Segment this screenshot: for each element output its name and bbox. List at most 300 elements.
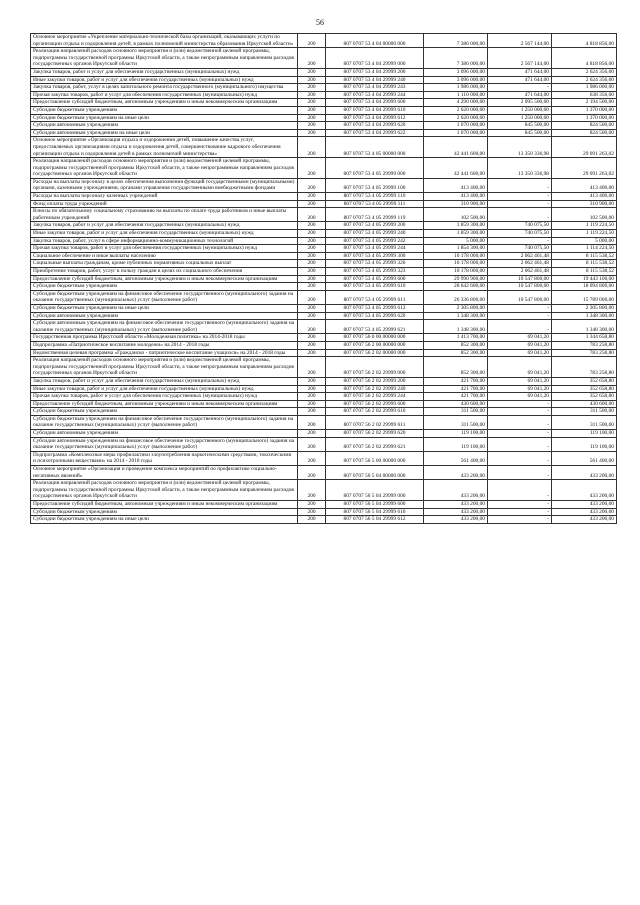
expense-name-cell: Основное мероприятие «Организация и проведение комплекса мероприятий по профилактике социально-негативных явлений» xyxy=(31,466,298,480)
budget-code-cell: 807 0707 53 4 05 29999 119 xyxy=(326,208,424,222)
budget-code-cell: 807 0707 56 2 02 29999 610 xyxy=(326,408,424,416)
amount-planned-cell: 413 400,00 xyxy=(424,178,488,192)
type-code-cell: 200 xyxy=(298,129,326,137)
amount-remaining-cell: 352 658,80 xyxy=(552,385,617,393)
table-row xyxy=(31,48,617,69)
table-row xyxy=(31,137,617,158)
table-row xyxy=(31,290,617,304)
type-code-cell: 200 xyxy=(298,99,326,107)
amount-planned-cell: 433 200,00 xyxy=(424,501,488,509)
table-row xyxy=(31,114,617,122)
amount-executed-cell: 69 041,20 xyxy=(488,393,552,401)
amount-remaining-cell: 413 400,00 xyxy=(552,193,617,201)
amount-remaining-cell: 1 348 300,00 xyxy=(552,320,617,334)
amount-remaining-cell: 29 091 263,02 xyxy=(552,158,617,179)
amount-planned-cell: 29 990 900,00 xyxy=(424,275,488,283)
amount-remaining-cell: 433 200,00 xyxy=(552,516,617,524)
amount-remaining-cell: 15 789 000,00 xyxy=(552,290,617,304)
amount-planned-cell: 2 620 000,00 xyxy=(424,106,488,114)
amount-remaining-cell: 8 115 538,52 xyxy=(552,268,617,276)
budget-code-cell: 807 0707 53 4 04 00000 000 xyxy=(326,34,424,48)
amount-executed-cell: - xyxy=(488,451,552,465)
budget-code-cell: 807 0707 56 0 00 00000 000 xyxy=(326,334,424,342)
budget-code-cell: 807 0707 53 4 04 29999 200 xyxy=(326,68,424,76)
amount-remaining-cell: 1 114 224,50 xyxy=(552,245,617,253)
expense-name-cell: Субсидии автономным учреждениям на финансовое обеспечение государственного (муниципального) задания на оказание государственных (муниципальных) услуг (выполнение работ) xyxy=(31,320,298,334)
expense-name-cell: Ведомственная целевая программа «Гражданско - патриотическое воспитание учащихся» на 2014 - 2018 годы xyxy=(31,349,298,357)
amount-executed-cell: - xyxy=(488,430,552,438)
type-code-cell: 200 xyxy=(298,408,326,416)
amount-executed-cell: 845 500,00 xyxy=(488,122,552,130)
type-code-cell: 200 xyxy=(298,312,326,320)
type-code-cell: 200 xyxy=(298,137,326,158)
amount-executed-cell: 471 644,00 xyxy=(488,91,552,99)
amount-remaining-cell: 783 258,80 xyxy=(552,349,617,357)
budget-code-cell: 807 0707 53 4 04 29999 620 xyxy=(326,122,424,130)
amount-planned-cell: 119 100,00 xyxy=(424,430,488,438)
amount-remaining-cell: 2 624 356,00 xyxy=(552,68,617,76)
amount-executed-cell: - xyxy=(488,437,552,451)
amount-executed-cell: - xyxy=(488,415,552,429)
amount-remaining-cell: 1 986 000,00 xyxy=(552,84,617,92)
amount-planned-cell: 3 096 000,00 xyxy=(424,76,488,84)
expense-name-cell: Субсидии автономным учреждениям xyxy=(31,122,298,130)
amount-executed-cell: 2 062 461,48 xyxy=(488,260,552,268)
amount-remaining-cell: 29 091 263,02 xyxy=(552,137,617,158)
amount-executed-cell: - xyxy=(488,466,552,480)
table-row xyxy=(31,237,617,245)
table-row xyxy=(31,193,617,201)
type-code-cell: 200 xyxy=(298,385,326,393)
amount-remaining-cell: 433 200,00 xyxy=(552,508,617,516)
type-code-cell: 200 xyxy=(298,341,326,349)
amount-remaining-cell: 561 400,00 xyxy=(552,451,617,465)
expense-name-cell: Предоставление субсидий бюджетным, автономным учреждениям и иным некоммерческим организациям xyxy=(31,400,298,408)
budget-code-cell: 807 0707 56 2 02 29999 244 xyxy=(326,393,424,401)
expense-name-cell: Основное мероприятие «Укрепление материально-технической базы организаций, оказывающих услуги по организации отдыха и оздоровления детей, в рамках полномочий министерства образования Иркутской области» xyxy=(31,34,298,48)
budget-code-cell: 807 0707 53 4 04 29999 244 xyxy=(326,91,424,99)
amount-remaining-cell: 1 119 224,50 xyxy=(552,222,617,230)
type-code-cell: 200 xyxy=(298,122,326,130)
budget-code-cell: 807 0707 56 2 02 29999 000 xyxy=(326,357,424,378)
budget-code-cell: 807 0707 56 5 04 29999 612 xyxy=(326,516,424,524)
amount-remaining-cell: 352 658,80 xyxy=(552,377,617,385)
expense-name-cell: Государственная программа Иркутской области «Молодежная политика» на 2014-2018 годы xyxy=(31,334,298,342)
budget-code-cell: 807 0707 53 4 05 29999 611 xyxy=(326,290,424,304)
table-row xyxy=(31,99,617,107)
type-code-cell: 200 xyxy=(298,415,326,429)
table-row xyxy=(31,245,617,253)
expense-name-cell: Субсидии бюджетным учреждениям xyxy=(31,408,298,416)
amount-remaining-cell: 783 258,80 xyxy=(552,341,617,349)
type-code-cell: 200 xyxy=(298,260,326,268)
amount-planned-cell: 2 620 000,00 xyxy=(424,114,488,122)
table-row xyxy=(31,76,617,84)
amount-executed-cell: 1 250 000,00 xyxy=(488,114,552,122)
amount-executed-cell: 13 350 336,98 xyxy=(488,158,552,179)
expense-name-cell: Взносы по обязательному социальному страхованию на выплаты по оплате труда работников и иные выплаты работникам учреждений xyxy=(31,208,298,222)
amount-planned-cell: 1 986 000,00 xyxy=(424,84,488,92)
amount-executed-cell: - xyxy=(488,178,552,192)
budget-table xyxy=(30,33,617,524)
budget-code-cell: 807 0707 53 4 05 29999 111 xyxy=(326,200,424,208)
amount-planned-cell: 852 300,00 xyxy=(424,341,488,349)
budget-code-cell: 807 0707 56 2 02 29999 600 xyxy=(326,400,424,408)
amount-executed-cell: - xyxy=(488,237,552,245)
type-code-cell: 200 xyxy=(298,349,326,357)
expense-name-cell: Иные закупки товаров, работ и услуг для обеспечения государственных (муниципальных) нужд xyxy=(31,385,298,393)
amount-executed-cell: 10 547 800,00 xyxy=(488,290,552,304)
budget-code-cell: 807 0707 56 5 00 00000 000 xyxy=(326,451,424,465)
type-code-cell: 200 xyxy=(298,158,326,179)
table-row xyxy=(31,178,617,192)
amount-executed-cell: - xyxy=(488,304,552,312)
amount-planned-cell: 28 642 600,00 xyxy=(424,283,488,291)
table-row xyxy=(31,377,617,385)
amount-remaining-cell: 824 500,00 xyxy=(552,129,617,137)
type-code-cell: 200 xyxy=(298,393,326,401)
budget-code-cell: 807 0707 53 4 05 29999 621 xyxy=(326,320,424,334)
amount-planned-cell: 852 300,00 xyxy=(424,349,488,357)
amount-planned-cell: 1 859 300,00 xyxy=(424,222,488,230)
table-row xyxy=(31,508,617,516)
amount-planned-cell: 421 700,00 xyxy=(424,393,488,401)
amount-executed-cell: 13 350 336,98 xyxy=(488,137,552,158)
budget-code-cell: 807 0707 56 2 02 29999 621 xyxy=(326,437,424,451)
amount-remaining-cell: 1 370 000,00 xyxy=(552,106,617,114)
type-code-cell: 200 xyxy=(298,466,326,480)
budget-code-cell: 807 0707 56 2 00 00000 000 xyxy=(326,341,424,349)
type-code-cell: 200 xyxy=(298,357,326,378)
budget-table-body xyxy=(31,34,617,524)
amount-remaining-cell: 5 000,00 xyxy=(552,237,617,245)
expense-name-cell: Прочая закупка товаров, работ и услуг для обеспечения государственных (муниципальных) нужд xyxy=(31,393,298,401)
budget-code-cell: 807 0707 53 4 05 29999 300 xyxy=(326,252,424,260)
budget-code-cell: 807 0707 53 4 05 29999 612 xyxy=(326,304,424,312)
expense-name-cell: Подпрограмма «Патриотическое воспитание молодежи» на 2014 - 2018 годы xyxy=(31,341,298,349)
table-row xyxy=(31,252,617,260)
amount-planned-cell: 1 348 300,00 xyxy=(424,312,488,320)
amount-executed-cell: 2 062 461,48 xyxy=(488,268,552,276)
type-code-cell: 200 xyxy=(298,430,326,438)
amount-executed-cell: 69 041,20 xyxy=(488,377,552,385)
expense-name-cell: Субсидии бюджетным учреждениям на иные цели xyxy=(31,516,298,524)
type-code-cell: 200 xyxy=(298,208,326,222)
type-code-cell: 200 xyxy=(298,193,326,201)
amount-planned-cell: 433 200,00 xyxy=(424,508,488,516)
amount-executed-cell: - xyxy=(488,408,552,416)
table-row xyxy=(31,68,617,76)
amount-planned-cell: 26 336 800,00 xyxy=(424,290,488,304)
amount-executed-cell: - xyxy=(488,84,552,92)
expense-name-cell: Социальное обеспечение и иные выплаты населению xyxy=(31,252,298,260)
budget-code-cell: 807 0707 53 4 05 29999 620 xyxy=(326,312,424,320)
expense-name-cell: Иные закупки товаров, работ и услуг для обеспечения государственных (муниципальных) нужд xyxy=(31,76,298,84)
budget-code-cell: 807 0707 53 4 05 29999 244 xyxy=(326,245,424,253)
amount-planned-cell: 42 441 600,00 xyxy=(424,158,488,179)
amount-executed-cell: 69 041,20 xyxy=(488,357,552,378)
expense-name-cell: Прочая закупка товаров, работ и услуг для обеспечения государственных (муниципальных) нужд xyxy=(31,91,298,99)
amount-remaining-cell: 2 624 356,00 xyxy=(552,76,617,84)
budget-code-cell: 807 0707 53 4 05 29999 000 xyxy=(326,158,424,179)
amount-planned-cell: 430 600,00 xyxy=(424,400,488,408)
amount-remaining-cell: 824 500,00 xyxy=(552,122,617,130)
expense-name-cell: Реализация направлений расходов основного мероприятия и (или) ведомственной целевой программы, подпрограммы государственной программы Иркутской области, а также непрограммным направлениям расходов государственных органов Иркутской области xyxy=(31,480,298,501)
amount-planned-cell: 421 700,00 xyxy=(424,377,488,385)
amount-remaining-cell: 352 658,80 xyxy=(552,393,617,401)
amount-executed-cell: 845 500,00 xyxy=(488,129,552,137)
expense-name-cell: Субсидии автономным учреждениям xyxy=(31,430,298,438)
budget-code-cell: 807 0707 53 4 04 29999 600 xyxy=(326,99,424,107)
amount-planned-cell: 4 290 000,00 xyxy=(424,99,488,107)
amount-remaining-cell: 19 443 100,00 xyxy=(552,275,617,283)
amount-planned-cell: 1 859 300,00 xyxy=(424,230,488,238)
table-row xyxy=(31,158,617,179)
amount-planned-cell: 421 700,00 xyxy=(424,385,488,393)
table-row xyxy=(31,341,617,349)
type-code-cell: 200 xyxy=(298,34,326,48)
table-row xyxy=(31,106,617,114)
amount-executed-cell: 2 062 461,48 xyxy=(488,252,552,260)
type-code-cell: 200 xyxy=(298,508,326,516)
budget-code-cell: 807 0707 56 2 02 29999 620 xyxy=(326,430,424,438)
amount-planned-cell: 561 400,00 xyxy=(424,451,488,465)
budget-code-cell: 807 0707 53 4 05 29999 323 xyxy=(326,268,424,276)
expense-name-cell: Расходы на выплаты персоналу казенных учреждений xyxy=(31,193,298,201)
amount-planned-cell: 3 096 000,00 xyxy=(424,68,488,76)
budget-code-cell: 807 0707 53 4 04 29999 243 xyxy=(326,84,424,92)
amount-remaining-cell: 119 100,00 xyxy=(552,437,617,451)
amount-remaining-cell: 1 370 000,00 xyxy=(552,114,617,122)
expense-name-cell: Подпрограмма «Комплексные меры профилактики злоупотребления наркотическими средствами, токсическими и психотропными веществами» на 2014 - 2018 годы xyxy=(31,451,298,465)
expense-name-cell: Субсидии бюджетным учреждениям на финансовое обеспечение государственного (муниципального) задания на оказание государственных (муниципальных) услуг (выполнение работ) xyxy=(31,415,298,429)
type-code-cell: 200 xyxy=(298,334,326,342)
type-code-cell: 200 xyxy=(298,437,326,451)
amount-remaining-cell: 102 500,00 xyxy=(552,208,617,222)
amount-executed-cell: - xyxy=(488,508,552,516)
budget-code-cell: 807 0707 53 4 04 29999 000 xyxy=(326,48,424,69)
table-row xyxy=(31,480,617,501)
amount-remaining-cell: 4 818 856,00 xyxy=(552,34,617,48)
table-row xyxy=(31,84,617,92)
amount-executed-cell: 69 041,20 xyxy=(488,385,552,393)
table-row xyxy=(31,34,617,48)
expense-name-cell: Фонд оплаты труда учреждений xyxy=(31,200,298,208)
expense-name-cell: Закупка товаров, работ и услуг для обеспечения государственных (муниципальных) нужд xyxy=(31,377,298,385)
expense-name-cell: Реализация направлений расходов основного мероприятия и (или) ведомственной целевой программы, подпрограммы государственной программы Иркутской области, а также непрограммным направлениям расходов государственных органов Иркутской области xyxy=(31,48,298,69)
amount-executed-cell: 2 567 144,00 xyxy=(488,48,552,69)
amount-executed-cell: - xyxy=(488,208,552,222)
amount-remaining-cell: 4 818 856,00 xyxy=(552,48,617,69)
table-row xyxy=(31,208,617,222)
type-code-cell: 200 xyxy=(298,84,326,92)
table-row xyxy=(31,400,617,408)
budget-code-cell: 807 0707 56 2 02 00000 000 xyxy=(326,349,424,357)
type-code-cell: 200 xyxy=(298,268,326,276)
table-row xyxy=(31,466,617,480)
budget-code-cell: 807 0707 53 4 05 29999 200 xyxy=(326,222,424,230)
amount-remaining-cell: 433 200,00 xyxy=(552,501,617,509)
budget-code-cell: 807 0707 53 4 04 29999 240 xyxy=(326,76,424,84)
amount-planned-cell: 2 305 800,00 xyxy=(424,304,488,312)
amount-executed-cell: - xyxy=(488,516,552,524)
amount-executed-cell: 69 041,20 xyxy=(488,349,552,357)
expense-name-cell: Реализация направлений расходов основного мероприятия и (или) ведомственной целевой программы, подпрограммы государственной программы Иркутской области, а также непрограммным направлениям расходов государственных органов Иркутской области xyxy=(31,357,298,378)
amount-remaining-cell: 1 348 300,00 xyxy=(552,312,617,320)
amount-executed-cell: - xyxy=(488,193,552,201)
type-code-cell: 200 xyxy=(298,283,326,291)
amount-planned-cell: 1 854 300,00 xyxy=(424,245,488,253)
budget-code-cell: 807 0707 53 4 05 29999 600 xyxy=(326,275,424,283)
type-code-cell: 200 xyxy=(298,114,326,122)
table-row xyxy=(31,260,617,268)
budget-code-cell: 807 0707 53 4 05 29999 320 xyxy=(326,260,424,268)
expense-name-cell: Расходы на выплаты персоналу в целях обеспечения выполнения функций государственными (муниципальными) органами, казенными учреждениями, органами управления государственными внебюджетными фондами xyxy=(31,178,298,192)
table-row xyxy=(31,283,617,291)
type-code-cell: 200 xyxy=(298,501,326,509)
type-code-cell: 200 xyxy=(298,178,326,192)
budget-code-cell: 807 0707 53 4 05 29999 110 xyxy=(326,193,424,201)
amount-planned-cell: 852 300,00 xyxy=(424,357,488,378)
expense-name-cell: Субсидии автономным учреждениям на иные цели xyxy=(31,129,298,137)
type-code-cell: 200 xyxy=(298,68,326,76)
expense-name-cell: Субсидии бюджетным учреждениям на иные цели xyxy=(31,304,298,312)
type-code-cell: 200 xyxy=(298,245,326,253)
expense-name-cell: Иные закупки товаров, работ и услуг для обеспечения государственных (муниципальных) нужд xyxy=(31,230,298,238)
table-row xyxy=(31,430,617,438)
page-number: 56 xyxy=(316,18,324,27)
table-row xyxy=(31,230,617,238)
budget-code-cell: 807 0707 56 2 02 29999 200 xyxy=(326,377,424,385)
type-code-cell: 200 xyxy=(298,516,326,524)
amount-executed-cell: - xyxy=(488,480,552,501)
type-code-cell: 200 xyxy=(298,480,326,501)
amount-planned-cell: 1 670 000,00 xyxy=(424,122,488,130)
amount-executed-cell: - xyxy=(488,400,552,408)
type-code-cell: 200 xyxy=(298,451,326,465)
expense-name-cell: Субсидии автономным учреждениям xyxy=(31,312,298,320)
table-row xyxy=(31,222,617,230)
table-row xyxy=(31,91,617,99)
budget-code-cell: 807 0707 56 5 04 00000 000 xyxy=(326,466,424,480)
budget-code-cell: 807 0707 56 5 04 29999 600 xyxy=(326,501,424,509)
amount-executed-cell: 740 075,50 xyxy=(488,230,552,238)
amount-executed-cell: - xyxy=(488,501,552,509)
type-code-cell: 200 xyxy=(298,377,326,385)
table-row xyxy=(31,437,617,451)
table-row xyxy=(31,334,617,342)
amount-planned-cell: 433 200,00 xyxy=(424,516,488,524)
expense-name-cell: Предоставление субсидий бюджетным, автономным учреждениям и иным некоммерческим организациям xyxy=(31,501,298,509)
budget-code-cell: 807 0707 53 4 05 00000 000 xyxy=(326,137,424,158)
expense-name-cell: Субсидии бюджетным учреждениям на финансовое обеспечение государственного (муниципального) задания на оказание государственных (муниципальных) услуг (выполнение работ) xyxy=(31,290,298,304)
table-row xyxy=(31,451,617,465)
table-row xyxy=(31,275,617,283)
expense-name-cell: Приобретение товаров, работ, услуг в пользу граждан в целях их социального обеспечения xyxy=(31,268,298,276)
type-code-cell: 200 xyxy=(298,320,326,334)
expense-name-cell: Закупка товаров, работ, услуг в сфере информационно-коммуникационных технологий xyxy=(31,237,298,245)
budget-code-cell: 807 0707 56 5 04 29999 000 xyxy=(326,480,424,501)
type-code-cell: 200 xyxy=(298,237,326,245)
expense-name-cell: Закупка товаров, работ и услуг для обеспечения государственных (муниципальных) нужд xyxy=(31,222,298,230)
table-row xyxy=(31,349,617,357)
table-row xyxy=(31,268,617,276)
amount-remaining-cell: 1 119 224,50 xyxy=(552,230,617,238)
amount-planned-cell: 311 500,00 xyxy=(424,408,488,416)
amount-remaining-cell: 2 194 500,00 xyxy=(552,99,617,107)
amount-remaining-cell: 430 600,00 xyxy=(552,400,617,408)
type-code-cell: 200 xyxy=(298,290,326,304)
amount-planned-cell: 7 386 000,00 xyxy=(424,48,488,69)
type-code-cell: 200 xyxy=(298,91,326,99)
amount-remaining-cell: 8 115 538,52 xyxy=(552,252,617,260)
amount-remaining-cell: 433 200,00 xyxy=(552,480,617,501)
table-row xyxy=(31,516,617,524)
budget-code-cell: 807 0707 56 2 02 29999 240 xyxy=(326,385,424,393)
amount-planned-cell: 7 386 000,00 xyxy=(424,34,488,48)
type-code-cell: 200 xyxy=(298,230,326,238)
amount-remaining-cell: 638 356,00 xyxy=(552,91,617,99)
amount-executed-cell: 69 041,20 xyxy=(488,341,552,349)
expense-name-cell: Основное мероприятие «Организация отдыха и оздоровления детей, повышение качества услуг, предоставляемых организациями отдыха и оздоровления детей, совершенствование кадрового обеспечения организации отдыха и оздоровления детей в рамках полномочий министерства» xyxy=(31,137,298,158)
table-row xyxy=(31,312,617,320)
expense-name-cell: Реализация направлений расходов основного мероприятия и (или) ведомственной целевой программы, подпрограммы государственной программы Иркутской области, а также непрограммным направлениям расходов государственных органов Иркутской области xyxy=(31,158,298,179)
table-row xyxy=(31,129,617,137)
amount-executed-cell: - xyxy=(488,320,552,334)
expense-name-cell: Субсидии бюджетным учреждениям на иные цели xyxy=(31,114,298,122)
budget-code-cell: 807 0707 53 4 04 29999 612 xyxy=(326,114,424,122)
amount-executed-cell: 2 095 500,00 xyxy=(488,99,552,107)
amount-remaining-cell: 433 200,00 xyxy=(552,466,617,480)
type-code-cell: 200 xyxy=(298,222,326,230)
budget-code-cell: 807 0707 53 4 05 29999 240 xyxy=(326,230,424,238)
budget-code-cell: 807 0707 56 2 02 29999 611 xyxy=(326,415,424,429)
amount-executed-cell: 10 547 800,00 xyxy=(488,275,552,283)
budget-code-cell: 807 0707 53 4 04 29999 610 xyxy=(326,106,424,114)
amount-executed-cell: - xyxy=(488,200,552,208)
amount-planned-cell: 1 348 300,00 xyxy=(424,320,488,334)
expense-name-cell: Прочая закупка товаров, работ и услуг для обеспечения государственных (муниципальных) нужд xyxy=(31,245,298,253)
table-row xyxy=(31,320,617,334)
type-code-cell: 200 xyxy=(298,400,326,408)
amount-planned-cell: 433 200,00 xyxy=(424,466,488,480)
expense-name-cell: Закупка товаров, работ, услуг в целях капитального ремонта государственного (муниципального) имущества xyxy=(31,84,298,92)
expense-name-cell: Субсидии бюджетным учреждениям xyxy=(31,106,298,114)
amount-executed-cell: 740 075,50 xyxy=(488,222,552,230)
expense-name-cell: Социальные выплаты гражданам, кроме публичных нормативных социальных выплат xyxy=(31,260,298,268)
table-row xyxy=(31,357,617,378)
amount-remaining-cell: 310 900,00 xyxy=(552,200,617,208)
expense-name-cell: Субсидии бюджетным учреждениям xyxy=(31,508,298,516)
amount-executed-cell: 1 250 000,00 xyxy=(488,106,552,114)
budget-code-cell: 807 0707 53 4 05 29999 610 xyxy=(326,283,424,291)
amount-executed-cell: - xyxy=(488,312,552,320)
amount-executed-cell: 2 567 144,00 xyxy=(488,34,552,48)
expense-name-cell: Предоставление субсидий бюджетным, автономным учреждениям и иным некоммерческим организациям xyxy=(31,275,298,283)
amount-remaining-cell: 2 305 800,00 xyxy=(552,304,617,312)
amount-remaining-cell: 311 500,00 xyxy=(552,408,617,416)
type-code-cell: 200 xyxy=(298,106,326,114)
amount-planned-cell: 310 900,00 xyxy=(424,200,488,208)
amount-planned-cell: 1 413 700,00 xyxy=(424,334,488,342)
amount-planned-cell: 102 500,00 xyxy=(424,208,488,222)
table-row xyxy=(31,501,617,509)
table-row xyxy=(31,200,617,208)
amount-planned-cell: 10 178 000,00 xyxy=(424,268,488,276)
amount-planned-cell: 119 100,00 xyxy=(424,437,488,451)
amount-planned-cell: 10 178 000,00 xyxy=(424,252,488,260)
budget-code-cell: 807 0707 56 5 04 29999 610 xyxy=(326,508,424,516)
